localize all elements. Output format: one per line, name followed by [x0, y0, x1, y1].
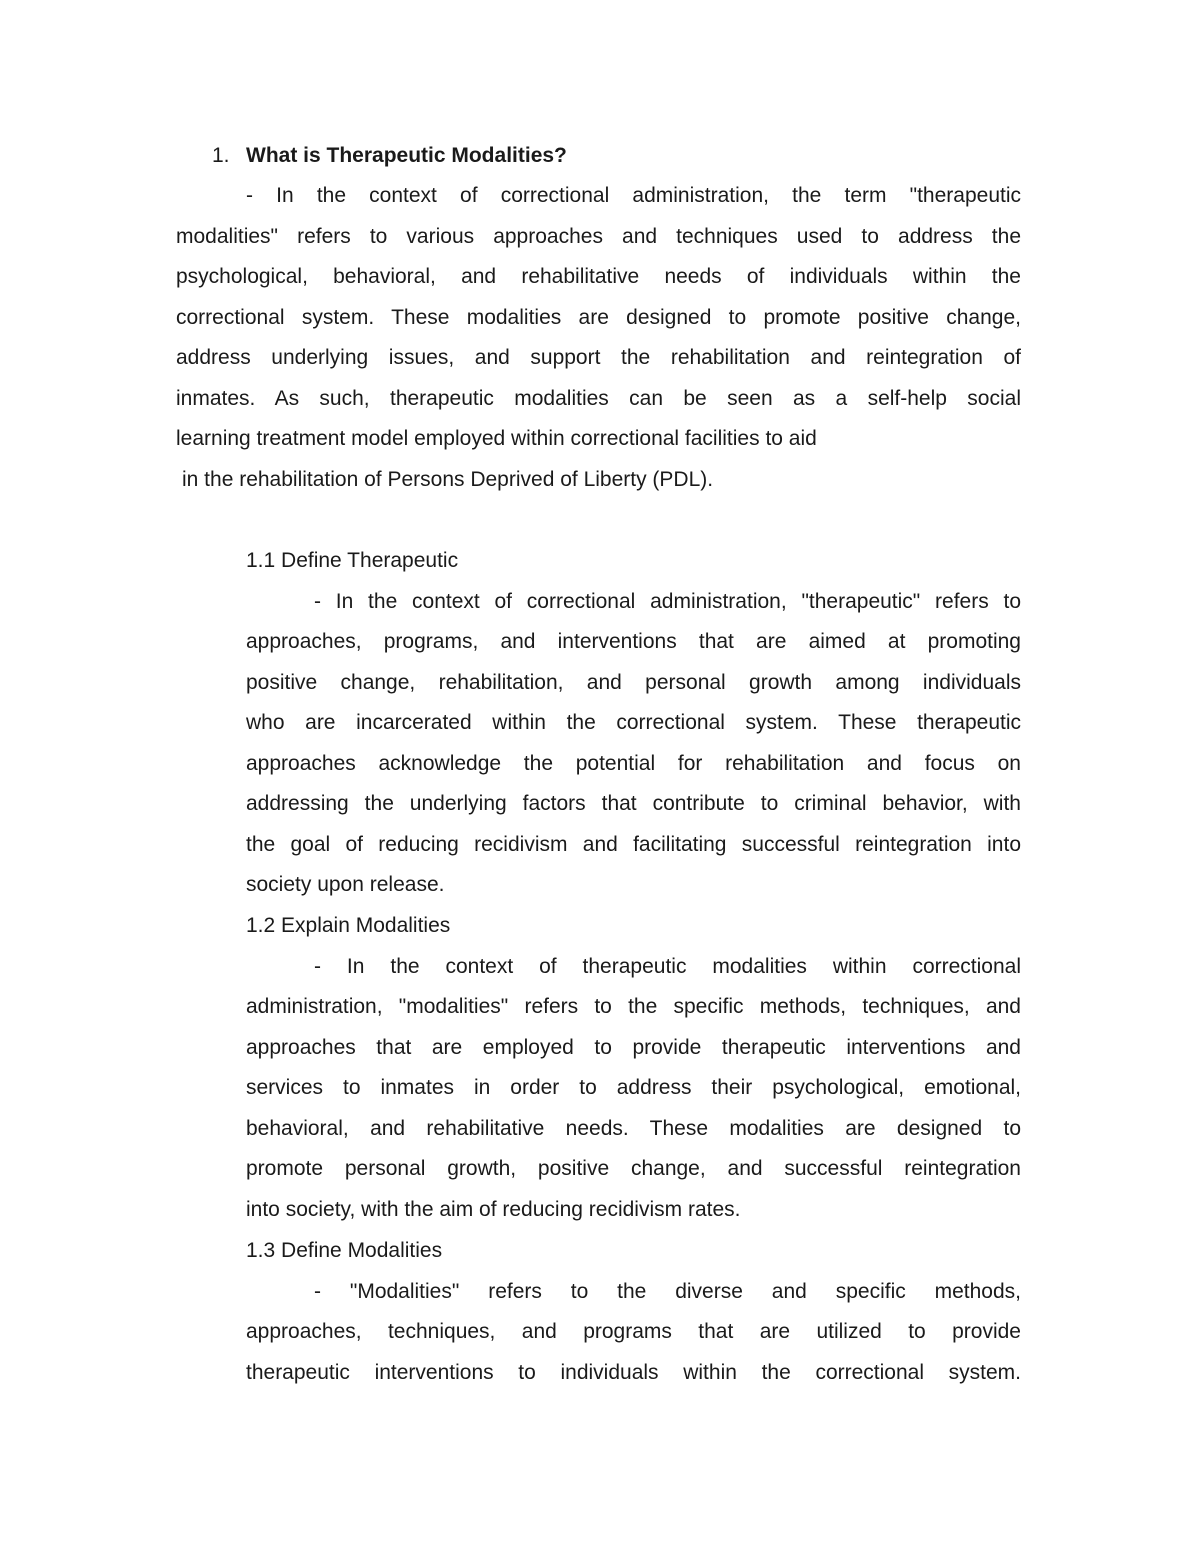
subsection-heading: 1.3 Define Modalities	[246, 1239, 443, 1262]
intro-line: psychological, behavioral, and rehabilitative needs of individuals within the	[176, 265, 1021, 288]
intro-line: inmates. As such, therapeutic modalities can be seen as a self-help social	[176, 387, 1021, 410]
subsection-line: into society, with the aim of reducing recidivism rates.	[246, 1198, 741, 1221]
intro-line: in the rehabilitation of Persons Deprived of Liberty (PDL).	[182, 468, 714, 491]
subsection-line: administration, "modalities" refers to the specific methods, techniques, and	[246, 995, 1021, 1018]
section-title: What is Therapeutic Modalities?	[246, 144, 567, 167]
subsection-line: approaches, techniques, and programs that are utilized to provide	[246, 1320, 1021, 1343]
intro-line: modalities" refers to various approaches and techniques used to address the	[176, 225, 1021, 248]
subsection-line: - In the context of therapeutic modalities within correctional	[314, 955, 1021, 978]
section-number: 1.	[212, 144, 230, 167]
subsection-line: therapeutic interventions to individuals within the correctional system.	[246, 1361, 1021, 1384]
subsection-line: behavioral, and rehabilitative needs. These modalities are designed to	[246, 1117, 1021, 1140]
subsection-line: who are incarcerated within the correctional system. These therapeutic	[246, 711, 1021, 734]
subsection-line: society upon release.	[246, 873, 445, 896]
intro-line: learning treatment model employed within correctional facilities to aid	[176, 427, 817, 450]
subsection-line: the goal of reducing recidivism and facilitating successful reintegration into	[246, 833, 1021, 856]
subsection-line: promote personal growth, positive change, and successful reintegration	[246, 1157, 1021, 1180]
subsection-line: - "Modalities" refers to the diverse and specific methods,	[314, 1280, 1021, 1303]
subsection-line: addressing the underlying factors that contribute to criminal behavior, with	[246, 792, 1021, 815]
subsection-heading: 1.1 Define Therapeutic	[246, 549, 459, 572]
subsection-line: services to inmates in order to address their psychological, emotional,	[246, 1076, 1021, 1099]
subsection-line: positive change, rehabilitation, and personal growth among individuals	[246, 671, 1021, 694]
intro-line: - In the context of correctional administration, the term "therapeutic	[246, 184, 1021, 207]
subsection-line: approaches that are employed to provide therapeutic interventions and	[246, 1036, 1021, 1059]
subsection-line: - In the context of correctional administration, "therapeutic" refers to	[314, 590, 1021, 613]
subsection-heading: 1.2 Explain Modalities	[246, 914, 451, 937]
intro-line: address underlying issues, and support the rehabilitation and reintegration of	[176, 346, 1021, 369]
intro-line: correctional system. These modalities are designed to promote positive change,	[176, 306, 1021, 329]
subsection-line: approaches acknowledge the potential for rehabilitation and focus on	[246, 752, 1021, 775]
subsection-line: approaches, programs, and interventions that are aimed at promoting	[246, 630, 1021, 653]
